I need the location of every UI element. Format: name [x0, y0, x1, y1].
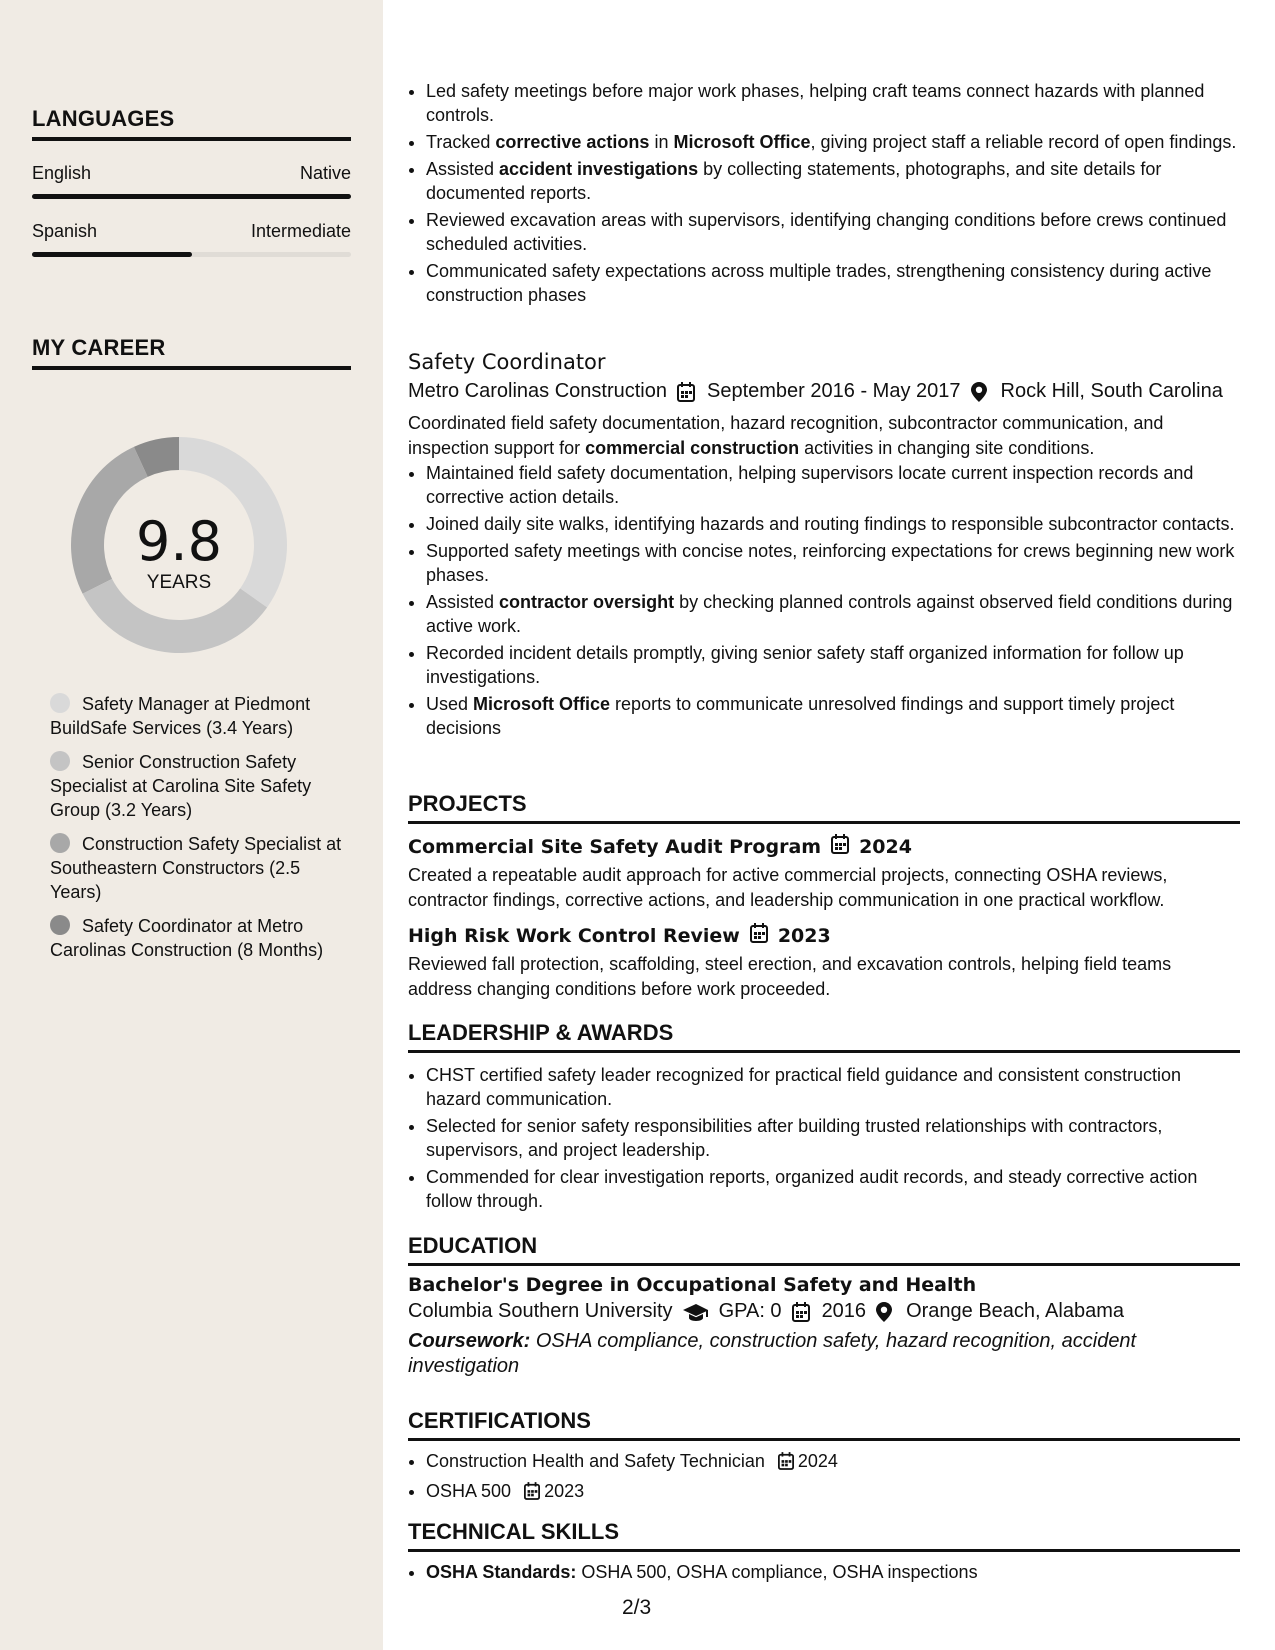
location-pin-icon	[971, 382, 991, 402]
career-donut-chart	[64, 430, 294, 660]
coursework-text: OSHA compliance, construction safety, hazard recognition, accident investigation	[408, 1330, 1137, 1377]
degree-title: Bachelor's Degree in Occupational Safety and Health	[408, 1274, 977, 1296]
certification-year: 2024	[797, 1451, 838, 1471]
career-section	[32, 335, 351, 370]
previous-job-bullets	[408, 79, 1240, 310]
calendar-icon	[677, 382, 697, 402]
career-total: 9.8	[136, 510, 222, 573]
language-row	[32, 163, 351, 184]
projects-list	[408, 834, 1240, 1002]
bullet-item: • Supported safety meetings with concise notes, reinforcing expectations for crews beginning new work phases.	[426, 539, 1240, 587]
bullet-item: • Used Microsoft Office reports to communicate unresolved findings and support timely project decisions	[426, 692, 1240, 740]
skills-list	[408, 1560, 1240, 1584]
job-entry	[408, 350, 1240, 743]
bullet-list	[408, 79, 1240, 307]
education-title: EDUCATION	[408, 1233, 1240, 1266]
career-legend-item	[50, 692, 350, 740]
language-list	[32, 163, 351, 257]
legend-dot	[50, 915, 70, 935]
location-pin-icon	[876, 1302, 896, 1322]
bullet-item: • Recorded incident details promptly, giving senior safety staff organized information for follow up investigations.	[426, 641, 1240, 689]
career-legend-item	[50, 832, 350, 904]
skill-value: OSHA 500, OSHA compliance, OSHA inspections	[581, 1562, 978, 1582]
job-bullet-list	[408, 461, 1240, 740]
coursework	[408, 1329, 1240, 1379]
calendar-icon	[778, 1452, 794, 1476]
legend-dot	[50, 833, 70, 853]
certification-year: 2023	[544, 1481, 585, 1501]
donut-svg	[64, 430, 294, 660]
job-location: Rock Hill, South Carolina	[1000, 380, 1223, 402]
language-proficiency-fill	[32, 252, 192, 257]
legend-dot	[50, 751, 70, 771]
project-title-row	[408, 923, 1240, 948]
career-legend-label: Construction Safety Specialist at Southeastern Constructors (2.5 Years)	[50, 834, 342, 902]
career-unit: YEARS	[146, 572, 212, 593]
gpa: GPA: 0	[718, 1300, 782, 1322]
language-name: English	[32, 163, 92, 183]
leadership-section	[408, 1020, 1240, 1216]
bullet-item: • Assisted accident investigations by collecting statements, photographs, and site details for documented reports.	[426, 157, 1240, 205]
bullet-item: • Maintained field safety documentation, helping supervisors locate current inspection records and corrective action details.	[426, 461, 1240, 509]
project-name: Commercial Site Safety Audit Program	[408, 835, 822, 858]
bullet-item: • Tracked corrective actions in Microsoft Office, giving project staff a reliable record of open findings.	[426, 130, 1240, 154]
language-level: Intermediate	[250, 221, 351, 241]
job-dates: September 2016 - May 2017	[707, 380, 961, 402]
certifications-title: CERTIFICATIONS	[408, 1408, 1240, 1441]
projects-title: PROJECTS	[408, 791, 1240, 824]
career-legend	[50, 692, 350, 972]
calendar-icon	[750, 923, 768, 948]
leadership-item: • Commended for clear investigation reports, organized audit records, and steady corrective action follow through.	[426, 1165, 1240, 1213]
language-row	[32, 221, 351, 242]
career-legend-label: Safety Coordinator at Metro Carolinas Construction (8 Months)	[50, 916, 324, 960]
project-entry	[408, 834, 1240, 913]
certification-name: Construction Health and Safety Technician	[426, 1451, 765, 1471]
projects-section	[408, 791, 1240, 1002]
certification-name: OSHA 500	[426, 1481, 512, 1501]
skill-label: OSHA Standards:	[426, 1562, 577, 1582]
language-name: Spanish	[32, 221, 98, 241]
job-summary: Coordinated field safety documentation, hazard recognition, subcontractor communication, and inspection support for commercial construction activities in changing site conditions.	[408, 413, 1164, 458]
certifications-list	[408, 1449, 1240, 1506]
project-year: 2024	[859, 835, 912, 858]
bullet-item: • Reviewed excavation areas with supervisors, identifying changing conditions before crews continued scheduled activities.	[426, 208, 1240, 256]
sidebar	[0, 0, 383, 1650]
school-name: Columbia Southern University	[408, 1300, 673, 1322]
project-title-row	[408, 834, 1240, 859]
languages-section	[32, 106, 351, 257]
leadership-item: • CHST certified safety leader recognized for practical field guidance and consistent construction hazard communication.	[426, 1063, 1240, 1111]
language-proficiency-fill	[32, 194, 351, 199]
project-entry	[408, 923, 1240, 1002]
bullet-item: • Joined daily site walks, identifying hazards and routing findings to responsible subcontractor contacts.	[426, 512, 1240, 536]
legend-dot	[50, 693, 70, 713]
career-legend-item	[50, 914, 350, 962]
bullet-item: • Led safety meetings before major work phases, helping craft teams connect hazards with planned controls.	[426, 79, 1240, 127]
project-name: High Risk Work Control Review	[408, 924, 740, 947]
calendar-icon	[831, 834, 849, 859]
main-content	[408, 0, 1240, 1650]
job-meta	[408, 380, 1240, 403]
career-legend-label: Safety Manager at Piedmont BuildSafe Services (3.4 Years)	[50, 694, 311, 738]
bullet-item: • Communicated safety expectations across multiple trades, strengthening consistency during active construction phases	[426, 259, 1240, 307]
leadership-list	[408, 1063, 1240, 1213]
leadership-item: • Selected for senior safety responsibilities after building trusted relationships with contractors, supervisors, and project leadership.	[426, 1114, 1240, 1162]
education-meta	[408, 1300, 1240, 1323]
project-year: 2023	[777, 924, 831, 947]
education-section	[408, 1233, 1240, 1379]
leadership-title: LEADERSHIP & AWARDS	[408, 1020, 1240, 1053]
calendar-icon	[792, 1302, 812, 1322]
language-proficiency-bar	[32, 252, 351, 257]
school-location: Orange Beach, Alabama	[906, 1300, 1124, 1322]
skills-title: TECHNICAL SKILLS	[408, 1519, 1240, 1552]
page-number: 2/3	[622, 1596, 652, 1619]
certification-item	[426, 1449, 1240, 1476]
career-legend-item	[50, 750, 350, 822]
bullet-item: • Assisted contractor oversight by checking planned controls against observed field conditions during active work.	[426, 590, 1240, 638]
language-proficiency-bar	[32, 194, 351, 199]
project-description: Reviewed fall protection, scaffolding, steel erection, and excavation controls, helping field teams address changing conditions before work proceeded.	[408, 954, 1172, 999]
skill-item	[426, 1560, 1240, 1584]
project-description: Created a repeatable audit approach for active commercial projects, connecting OSHA reviews, contractor findings, corrective actions, and leadership communication in one practical workflow.	[408, 865, 1168, 910]
certification-item	[426, 1479, 1240, 1506]
languages-title: LANGUAGES	[32, 106, 351, 141]
calendar-icon	[524, 1482, 540, 1506]
language-level: Native	[299, 163, 351, 183]
coursework-label: Coursework:	[408, 1330, 531, 1352]
career-legend-label: Senior Construction Safety Specialist at Carolina Site Safety Group (3.2 Years)	[50, 752, 312, 820]
skills-section	[408, 1519, 1240, 1587]
certifications-section	[408, 1408, 1240, 1509]
graduation-cap-icon	[683, 1302, 709, 1322]
job-company: Metro Carolinas Construction	[408, 380, 667, 402]
job-title: Safety Coordinator	[408, 350, 606, 374]
career-title: MY CAREER	[32, 335, 351, 370]
graduation-year: 2016	[821, 1300, 867, 1322]
